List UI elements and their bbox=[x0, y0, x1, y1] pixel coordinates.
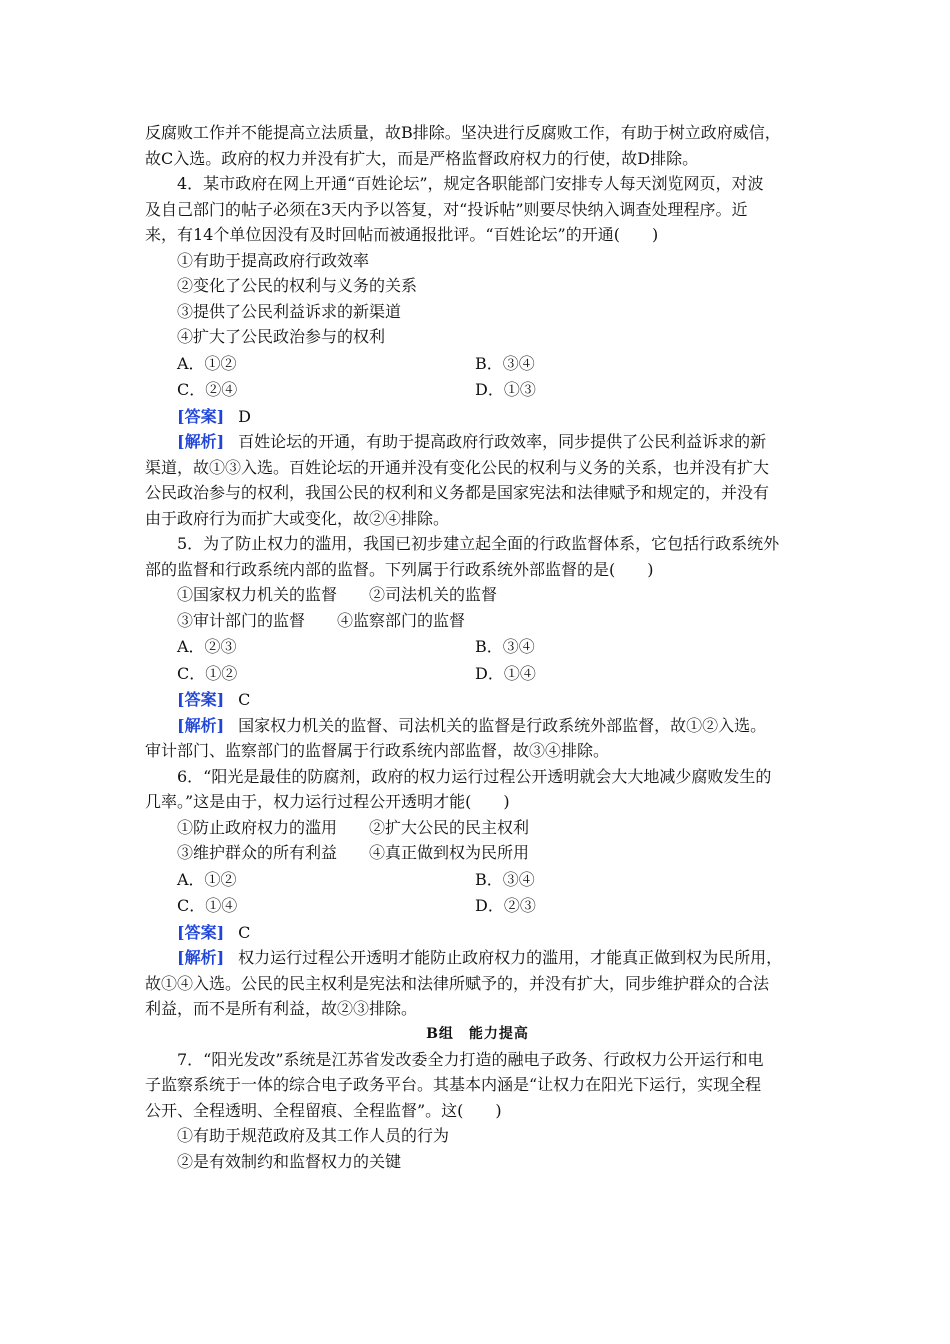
answer-tag: [答案] bbox=[177, 922, 225, 942]
question-stem-line: 公开、全程透明、全程留痕、全程监督”。这( ) bbox=[145, 1100, 502, 1120]
question-stem-line: 4．某市政府在网上开通“百姓论坛”，规定各职能部门安排专人每天浏览网页，对波 bbox=[177, 174, 764, 193]
answer-line bbox=[145, 920, 810, 946]
choice-b: B．③④ bbox=[475, 353, 535, 373]
choice-row bbox=[145, 661, 810, 687]
question-stem-line: 及自己部门的帖子必须在3天内予以答复，对“投诉帖”则要尽快纳入调查处理程序。近 bbox=[145, 199, 748, 219]
section-heading: B组 能力提高 bbox=[426, 1025, 529, 1042]
statement-item: ③审计部门的监督 ④监察部门的监督 bbox=[177, 610, 466, 630]
question-stem-line: 几率。”这是由于，权力运行过程公开透明才能( ) bbox=[145, 792, 510, 811]
question-stem-line: 部的监督和行政系统内部的监督。下列属于行政系统外部监督的是( ) bbox=[145, 559, 654, 579]
analysis-line bbox=[145, 945, 810, 971]
statement-item: ①有助于提高政府行政效率 bbox=[177, 250, 370, 270]
question-stem-line: 6．“阳光是最佳的防腐剂，政府的权力运行过程公开透明就会大大地减少腐败发生的 bbox=[177, 766, 772, 786]
text-line: 故C入选。政府的权力并没有扩大，而是严格监督政府权力的行使，故D排除。 bbox=[145, 148, 699, 168]
question-stem-line: 子监察系统于一体的综合电子政务平台。其基本内涵是“让权力在阳光下运行，实现全程 bbox=[145, 1075, 762, 1094]
analysis-line bbox=[145, 713, 810, 739]
document-page bbox=[145, 120, 810, 1174]
choice-row bbox=[145, 893, 810, 919]
analysis-line: 审计部门、监察部门的监督属于行政系统内部监督，故③④排除。 bbox=[145, 741, 610, 760]
choice-c: C．①② bbox=[177, 663, 238, 683]
analysis-line: 渠道，故①③入选。百姓论坛的开通并没有变化公民的权利与义务的关系，也并没有扩大 bbox=[145, 457, 770, 477]
analysis-line: 利益，而不是所有利益，故②③排除。 bbox=[145, 999, 418, 1018]
choice-a: A．①② bbox=[177, 353, 237, 373]
analysis-text: 权力运行过程公开透明才能防止政府权力的滥用，才能真正做到权为民所用， bbox=[238, 948, 783, 967]
answer-tag: [答案] bbox=[177, 406, 225, 426]
choice-d: D．①③ bbox=[475, 380, 536, 399]
question-stem-line: 5．为了防止权力的滥用，我国已初步建立起全面的行政监督体系，它包括行政系统外 bbox=[177, 534, 780, 553]
answer-line bbox=[145, 404, 810, 430]
choice-b: B．③④ bbox=[475, 869, 535, 889]
question-5 bbox=[145, 531, 810, 764]
question-stem-line: 7．“阳光发改”系统是江苏省发改委全力打造的融电子政务、行政权力公开运行和电 bbox=[177, 1049, 764, 1069]
analysis-line: 故①④入选。公民的民主权利是宪法和法律所赋予的，并没有扩大，同步维护群众的合法 bbox=[145, 973, 770, 993]
question-6 bbox=[145, 764, 810, 1022]
choice-a: A．①② bbox=[177, 869, 237, 889]
statement-item: ①防止政府权力的滥用 ②扩大公民的民主权利 bbox=[177, 817, 530, 837]
analysis-line: 由于政府行为而扩大或变化，故②④排除。 bbox=[145, 508, 450, 528]
question-7 bbox=[145, 1047, 810, 1175]
analysis-line bbox=[145, 429, 810, 455]
answer-tag: [答案] bbox=[177, 690, 225, 709]
question-4 bbox=[145, 171, 810, 531]
analysis-tag: [解析] bbox=[177, 948, 225, 967]
choice-row bbox=[145, 634, 810, 660]
answer-line bbox=[145, 687, 810, 713]
choice-row bbox=[145, 377, 810, 403]
choice-b: B．③④ bbox=[475, 637, 535, 656]
choice-row bbox=[145, 867, 810, 893]
statement-item: ②变化了公民的权利与义务的关系 bbox=[177, 276, 418, 295]
analysis-text: 百姓论坛的开通，有助于提高政府行政效率，同步提供了公民利益诉求的新 bbox=[238, 432, 767, 451]
choice-d: D．②③ bbox=[475, 896, 536, 915]
answer-value: C bbox=[238, 922, 251, 942]
statement-item: ①国家权力机关的监督 ②司法机关的监督 bbox=[177, 585, 498, 604]
statement-item: ④扩大了公民政治参与的权利 bbox=[177, 327, 386, 346]
choice-a: A．②③ bbox=[177, 637, 237, 656]
statement-item: ①有助于规范政府及其工作人员的行为 bbox=[177, 1126, 450, 1145]
choice-c: C．①④ bbox=[177, 896, 238, 915]
analysis-line: 公民政治参与的权利，我国公民的权利和义务都是国家宪法和法律赋予和规定的，并没有 bbox=[145, 483, 770, 502]
analysis-text: 国家权力机关的监督、司法机关的监督是行政系统外部监督，故①②入选。 bbox=[238, 715, 767, 735]
analysis-tag: [解析] bbox=[177, 715, 225, 735]
answer-value: C bbox=[238, 690, 251, 709]
choice-c: C．②④ bbox=[177, 380, 238, 399]
statement-item: ②是有效制约和监督权力的关键 bbox=[177, 1151, 402, 1171]
statement-item: ③提供了公民利益诉求的新渠道 bbox=[177, 301, 402, 321]
analysis-tag: [解析] bbox=[177, 432, 225, 451]
choice-d: D．①④ bbox=[475, 663, 536, 683]
intro-paragraph bbox=[145, 120, 810, 171]
question-stem-line: 来，有14个单位因没有及时回帖而被通报批评。“百姓论坛”的开通( ) bbox=[145, 225, 659, 244]
choice-row bbox=[145, 351, 810, 377]
text-line: 反腐败工作并不能提高立法质量，故B排除。坚决进行反腐败工作，有助于树立政府威信， bbox=[145, 123, 781, 142]
answer-value: D bbox=[238, 406, 251, 426]
statement-item: ③维护群众的所有利益 ④真正做到权为民所用 bbox=[177, 843, 530, 862]
